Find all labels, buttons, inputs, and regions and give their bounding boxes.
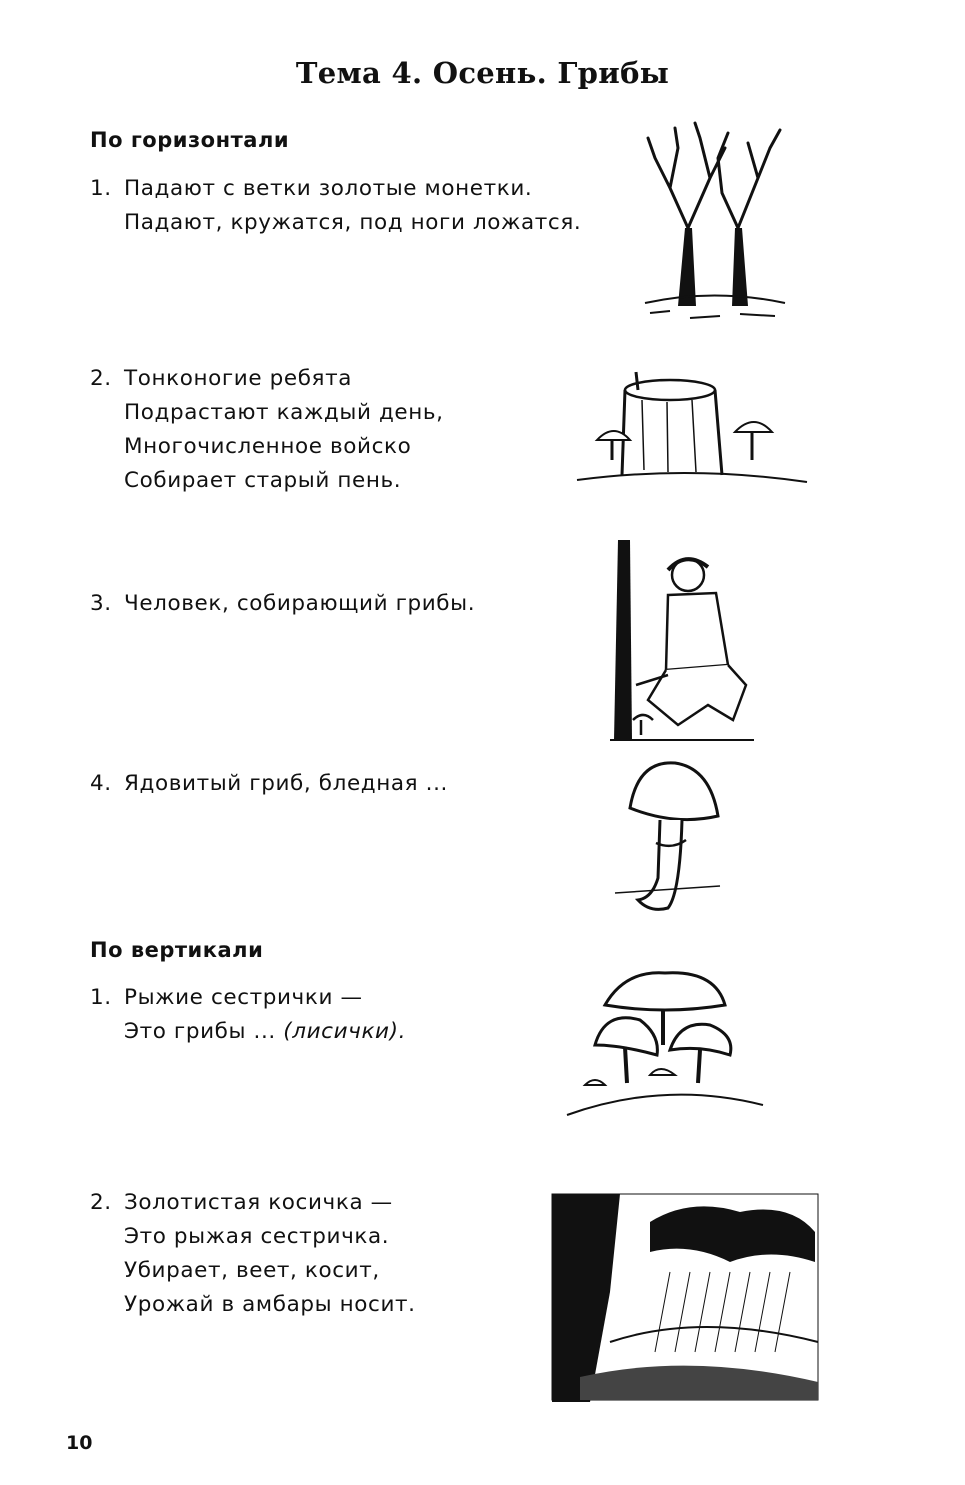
clue-answer: (лисички). (283, 1019, 407, 1044)
mushroom-picker-illustration (608, 535, 756, 745)
clue-line: Это рыжая сестричка. (124, 1224, 390, 1249)
clue-line: Многочисленное войско (124, 434, 412, 459)
stump-with-mushrooms-illustration (572, 360, 810, 500)
clue-line (124, 1015, 406, 1049)
clue-horizontal-3 (90, 587, 475, 621)
clue-line: Урожай в амбары носит. (124, 1292, 416, 1317)
clue-number: 1. (90, 176, 112, 201)
clue-line: Падают с ветки золотые монетки. (124, 176, 533, 201)
clue-number: 2. (90, 366, 112, 391)
clue-number: 1. (90, 985, 112, 1010)
clue-line: Убирает, веет, косит, (124, 1258, 380, 1283)
clue-line: Ядовитый гриб, бледная ... (124, 771, 448, 796)
toadstool-illustration (610, 758, 725, 916)
clue-line: Тонконогие ребята (124, 366, 352, 391)
heading-vertical: По вертикали (90, 938, 264, 962)
autumn-rain-landscape-illustration (550, 1192, 820, 1402)
clue-line: Собирает старый пень. (124, 468, 402, 493)
clue-line: Золотистая косичка — (124, 1190, 393, 1215)
clue-text: Это грибы ... (124, 1019, 276, 1044)
clue-horizontal-4 (90, 767, 448, 801)
clue-number: 4. (90, 771, 112, 796)
clue-line: Рыжие сестрички — (124, 985, 363, 1010)
clue-line: Человек, собирающий грибы. (124, 591, 476, 616)
page-title: Тема 4. Осень. Грибы (295, 56, 670, 90)
clue-horizontal-2 (90, 362, 444, 498)
autumn-trees-illustration (640, 118, 788, 328)
clue-line: Падают, кружатся, под ноги ложатся. (124, 210, 582, 235)
clue-horizontal-1 (90, 172, 581, 240)
clue-number: 3. (90, 591, 112, 616)
chanterelles-illustration (565, 965, 765, 1123)
heading-horizontal: По горизонтали (90, 128, 290, 152)
clue-vertical-2 (90, 1186, 416, 1322)
clue-vertical-1 (90, 981, 406, 1049)
clue-line: Подрастают каждый день, (124, 400, 444, 425)
page-number: 10 (66, 1432, 93, 1454)
clue-number: 2. (90, 1190, 112, 1215)
